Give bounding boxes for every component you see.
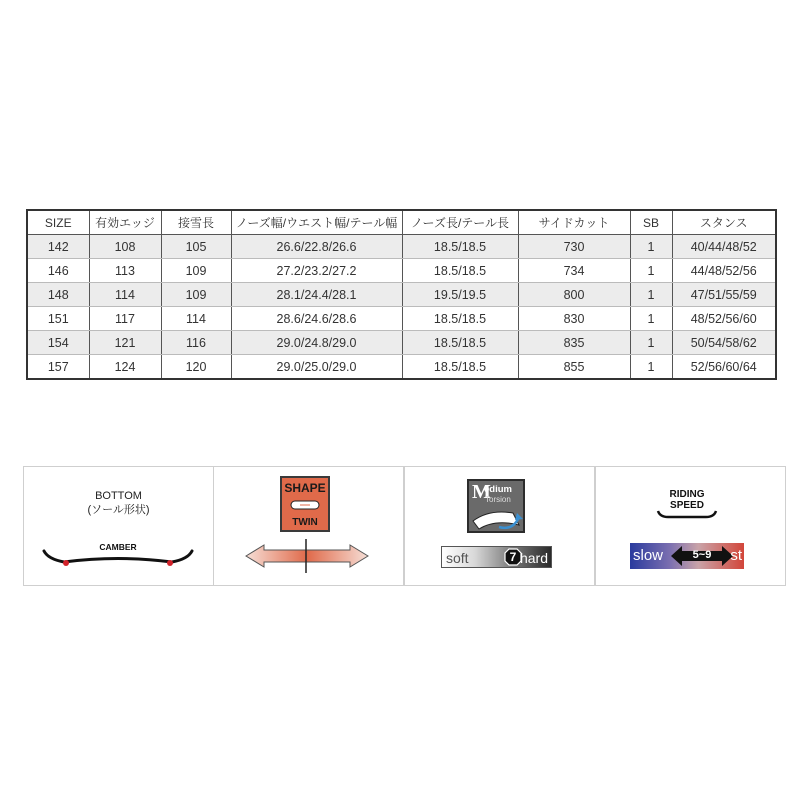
cell-sb: 1 <box>630 331 672 355</box>
cell-widths: 26.6/22.8/26.6 <box>231 235 402 259</box>
speed-title-line2: SPEED <box>670 500 704 511</box>
table-row <box>27 355 776 380</box>
cell-nose-tail-length: 18.5/18.5 <box>402 235 518 259</box>
table-row <box>27 307 776 331</box>
cell-sb: 1 <box>630 283 672 307</box>
cell-sb: 1 <box>630 355 672 380</box>
cell-size: 154 <box>27 331 89 355</box>
cell-contact-length: 105 <box>161 235 231 259</box>
cell-sb: 1 <box>630 259 672 283</box>
table-row <box>27 259 776 283</box>
cell-sidecut: 730 <box>518 235 630 259</box>
cell-effective-edge: 114 <box>89 283 161 307</box>
cell-nose-tail-length: 19.5/19.5 <box>402 283 518 307</box>
header-nose-tail-length: ノーズ長/テール長 <box>402 210 518 235</box>
flex-soft-label: soft <box>446 550 469 566</box>
table-header-row <box>27 210 776 235</box>
table-row <box>27 283 776 307</box>
cell-sidecut: 835 <box>518 331 630 355</box>
cell-widths: 29.0/24.8/29.0 <box>231 331 402 355</box>
shape-title: SHAPE <box>284 481 326 495</box>
speed-scale <box>630 543 744 569</box>
shape-panel <box>213 466 404 586</box>
cell-contact-length: 109 <box>161 283 231 307</box>
cell-nose-tail-length: 18.5/18.5 <box>402 259 518 283</box>
torsion-twist-icon <box>469 505 523 533</box>
table-row <box>27 331 776 355</box>
bottom-sublabel: (ソール形状) <box>87 504 150 516</box>
cell-stance: 48/52/56/60 <box>672 307 776 331</box>
cell-sidecut: 734 <box>518 259 630 283</box>
cell-effective-edge: 121 <box>89 331 161 355</box>
header-contact-length: 接雪長 <box>161 210 231 235</box>
riding-speed-panel <box>595 466 786 586</box>
flex-hard-label: hard <box>519 550 548 566</box>
speed-range: 5~9 <box>692 549 712 561</box>
cell-size: 148 <box>27 283 89 307</box>
cell-widths: 28.1/24.4/28.1 <box>231 283 402 307</box>
cell-stance: 44/48/52/56 <box>672 259 776 283</box>
speed-fast-label: st <box>730 547 742 564</box>
header-effective-edge: 有効エッジ <box>89 210 161 235</box>
cell-widths: 28.6/24.6/28.6 <box>231 307 402 331</box>
header-widths: ノーズ幅/ウエスト幅/テール幅 <box>231 210 402 235</box>
cell-stance: 47/51/55/59 <box>672 283 776 307</box>
camber-label: CAMBER <box>99 542 137 552</box>
cell-effective-edge: 117 <box>89 307 161 331</box>
flex-value: 7 <box>509 550 517 564</box>
riding-speed-icon <box>654 485 720 521</box>
torsion-medium-label: edium <box>484 484 512 495</box>
cell-widths: 29.0/25.0/29.0 <box>231 355 402 380</box>
cell-sb: 1 <box>630 307 672 331</box>
medium-torsion-icon <box>467 479 525 533</box>
cell-nose-tail-length: 18.5/18.5 <box>402 355 518 380</box>
cell-size: 151 <box>27 307 89 331</box>
cell-stance: 52/56/60/64 <box>672 355 776 380</box>
cell-stance: 40/44/48/52 <box>672 235 776 259</box>
header-sidecut: サイドカット <box>518 210 630 235</box>
shape-type: TWIN <box>292 517 318 528</box>
cell-size: 146 <box>27 259 89 283</box>
cell-effective-edge: 108 <box>89 235 161 259</box>
cell-contact-length: 114 <box>161 307 231 331</box>
cell-stance: 50/54/58/62 <box>672 331 776 355</box>
cell-sidecut: 855 <box>518 355 630 380</box>
bottom-title <box>24 489 213 517</box>
bottom-label: BOTTOM <box>95 490 142 502</box>
speed-slow-label: slow <box>633 547 664 564</box>
header-stance: スタンス <box>672 210 776 235</box>
torsion-m-letter: M <box>472 481 491 503</box>
cell-contact-length: 109 <box>161 259 231 283</box>
torsion-label: Torsion <box>485 495 511 504</box>
cell-sidecut: 830 <box>518 307 630 331</box>
camber-profile-icon <box>42 537 194 577</box>
board-outline-icon <box>290 498 320 512</box>
cell-widths: 27.2/23.2/27.2 <box>231 259 402 283</box>
speed-title-line1: RIDING <box>669 489 705 500</box>
spec-table <box>26 209 777 380</box>
cell-size: 157 <box>27 355 89 380</box>
double-arrow-icon <box>244 537 370 575</box>
cell-sidecut: 800 <box>518 283 630 307</box>
cell-contact-length: 116 <box>161 331 231 355</box>
table-row <box>27 235 776 259</box>
cell-nose-tail-length: 18.5/18.5 <box>402 307 518 331</box>
flex-panel <box>404 466 595 586</box>
cell-nose-tail-length: 18.5/18.5 <box>402 331 518 355</box>
flex-scale <box>441 546 552 568</box>
bottom-shape-panel <box>23 466 214 586</box>
cell-contact-length: 120 <box>161 355 231 380</box>
cell-sb: 1 <box>630 235 672 259</box>
header-sb: SB <box>630 210 672 235</box>
cell-effective-edge: 124 <box>89 355 161 380</box>
twin-shape-icon <box>280 476 330 532</box>
cell-effective-edge: 113 <box>89 259 161 283</box>
header-size: SIZE <box>27 210 89 235</box>
cell-size: 142 <box>27 235 89 259</box>
